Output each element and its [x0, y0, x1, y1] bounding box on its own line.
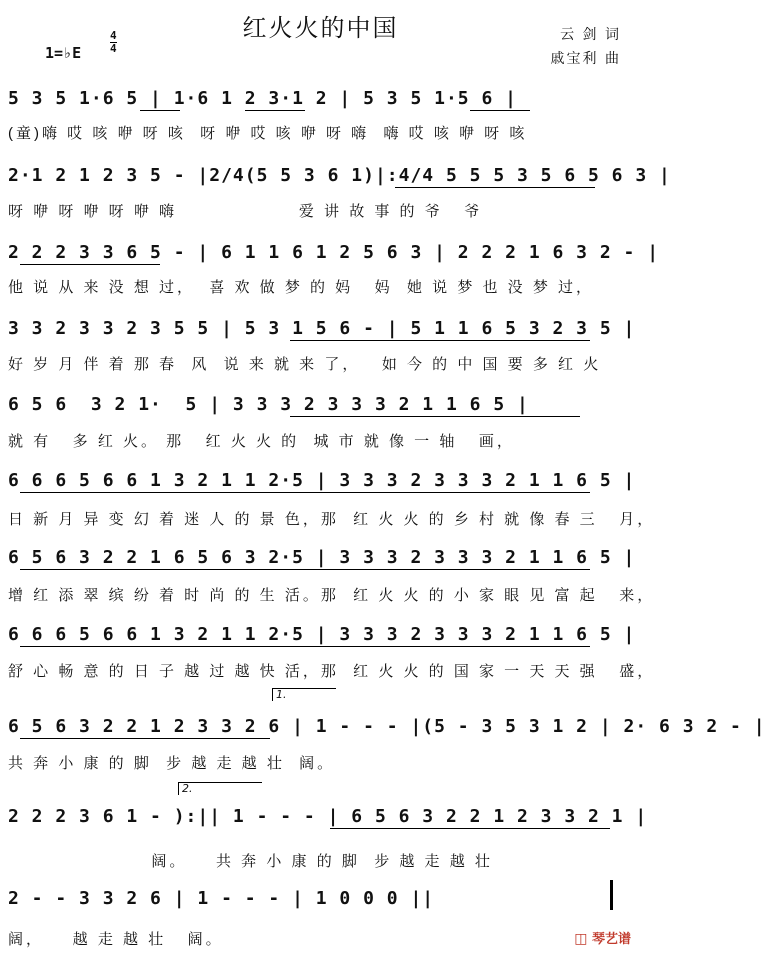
notation-row-2: 2·1 2 1 2 3 5 - |2/4(5 5 3 6 1)|:4/4 5 5 5 3 5 6 5 6 3 | [8, 165, 671, 186]
final-barline [610, 880, 613, 910]
lyric-row-3: 他 说 从 来 没 想 过， 喜 欢 做 梦 的 妈 妈 她 说 梦 也 没 梦 过， [8, 279, 595, 296]
notation-row-7: 6 5 6 3 2 2 1 6 5 6 3 2·5 | 3 3 3 2 3 3 3 2 1 1 6 5 | [8, 547, 636, 568]
beam [20, 646, 590, 647]
notation-row-11: 2 - - 3 3 2 6 | 1 - - - | 1 0 0 0 || [8, 888, 435, 909]
lyric-row-7: 增 红 添 翠 缤 纷 着 时 尚 的 生 活。那 红 火 火 的 小 家 眼 见 富 起 来， [8, 587, 656, 604]
beam [20, 492, 590, 493]
lyric-row-8: 舒 心 畅 意 的 日 子 越 过 越 快 活，那 红 火 火 的 国 家 一 天 天 强 盛， [8, 663, 656, 680]
notation-row-10: 2 2 2 3 6 1 - ):|| 1 - - - | 6 5 6 3 2 2 1 2 3 3 2 1 | [8, 806, 648, 827]
lyric-row-2: 呀 咿 呀 咿 呀 咿 嗨 爱 讲 故 事 的 爷 爷 [8, 203, 483, 220]
beam [290, 340, 590, 341]
notation-row-5: 6 5 6 3 2 1· 5 | 3 3 3 2 3 3 3 2 1 1 6 5 | [8, 394, 529, 415]
song-title: 红火火的中国 [242, 14, 399, 42]
beam [330, 828, 610, 829]
lyric-row-4: 好 岁 月 伴 着 那 春 风 说 来 就 来 了， 如 今 的 中 国 要 多 红 火 [8, 356, 602, 373]
watermark-text: 琴艺谱 [591, 932, 631, 947]
beam [290, 416, 580, 417]
logo-icon: ◫ [574, 931, 588, 947]
beam [395, 187, 595, 188]
key-signature: 1=♭E [45, 44, 82, 62]
lyric-row-5: 就 有 多 红 火。 那 红 火 火 的 城 市 就 像 一 轴 画， [8, 433, 515, 450]
lyric-row-10: 阔。 共 奔 小 康 的 脚 步 越 走 越 壮 [8, 853, 493, 870]
time-signature-bottom: 4 [110, 42, 117, 55]
notation-row-6: 6 6 6 5 6 6 1 3 2 1 1 2·5 | 3 3 3 2 3 3 3 2 1 1 6 5 | [8, 470, 636, 491]
volta-second: 2. [178, 782, 262, 795]
beam [20, 264, 160, 265]
watermark-logo [574, 928, 631, 947]
notation-row-1: 5 3 5 1·6 5 | 1·6 1 2 3·1 2 | 5 3 5 1·5 6 | [8, 88, 517, 109]
lyric-row-1: (童)嗨 哎 咳 咿 呀 咳 呀 咿 哎 咳 咿 呀 嗨 嗨 哎 咳 咿 呀 咳 [8, 125, 528, 142]
notation-row-8: 6 6 6 5 6 6 1 3 2 1 1 2·5 | 3 3 3 2 3 3 3 2 1 1 6 5 | [8, 624, 636, 645]
beam [140, 110, 180, 111]
time-signature-top: 4 [110, 29, 117, 42]
notation-row-4: 3 3 2 3 3 2 3 5 5 | 5 3 1 5 6 - | 5 1 1 6 5 3 2 3 5 | [8, 318, 636, 339]
volta-first: 1. [272, 688, 336, 701]
beam [245, 110, 305, 111]
notation-row-3: 2 2 2 3 3 6 5 - | 6 1 1 6 1 2 5 6 3 | 2 2 2 1 6 3 2 - | [8, 242, 660, 263]
beam [20, 738, 270, 739]
lyricist-credit: 云 剑 词 [560, 27, 621, 43]
time-signature [110, 30, 117, 55]
composer-credit: 戚宝利 曲 [550, 51, 621, 67]
beam [20, 569, 590, 570]
notation-row-9: 6 5 6 3 2 2 1 2 3 3 2 6 | 1 - - - |(5 - 3 5 3 1 2 | 2· 6 3 2 - | [8, 716, 766, 737]
lyric-row-6: 日 新 月 异 变 幻 着 迷 人 的 景 色，那 红 火 火 的 乡 村 就 像 春 三 月， [8, 511, 656, 528]
beam [470, 110, 530, 111]
lyric-row-9: 共 奔 小 康 的 脚 步 越 走 越 壮 阔。 [8, 755, 336, 772]
lyric-row-11: 阔， 越 走 越 壮 阔。 [8, 931, 224, 948]
